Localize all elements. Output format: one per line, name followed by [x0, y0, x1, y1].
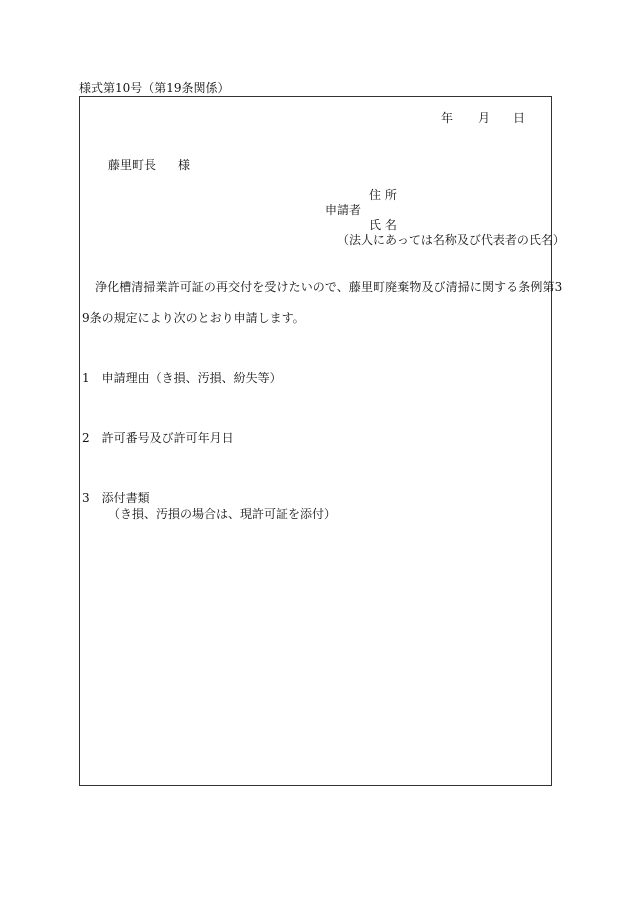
addressee-name: 藤里町長 — [108, 158, 157, 172]
body-text-line-1: 浄化槽清掃業許可証の再交付を受けたいので、藤里町廃棄物及び清掃に関する条例第3 — [95, 280, 563, 294]
addressee-honorific: 様 — [178, 158, 191, 172]
date-day-label: 日 — [513, 111, 526, 125]
applicant-name-label: 氏 名 — [369, 218, 397, 232]
applicant-address-label: 住 所 — [369, 188, 397, 202]
item-permit-number-date: 2 許可番号及び許可年月日 — [82, 431, 234, 445]
date-month-label: 月 — [478, 111, 491, 125]
body-text-line-2: 9条の規定により次のとおり申請します。 — [82, 311, 305, 325]
corporate-note: （法人にあっては名称及び代表者の氏名） — [337, 233, 565, 247]
item-application-reason: 1 申請理由（き損、汚損、紛失等） — [82, 371, 282, 385]
item-attached-documents: 3 添付書類 — [82, 491, 150, 505]
date-year-label: 年 — [441, 111, 454, 125]
attached-documents-note: （き損、汚損の場合は、現許可証を添付） — [108, 507, 337, 521]
form-number: 様式第10号（第19条関係） — [79, 81, 230, 95]
applicant-label: 申請者 — [325, 203, 362, 217]
